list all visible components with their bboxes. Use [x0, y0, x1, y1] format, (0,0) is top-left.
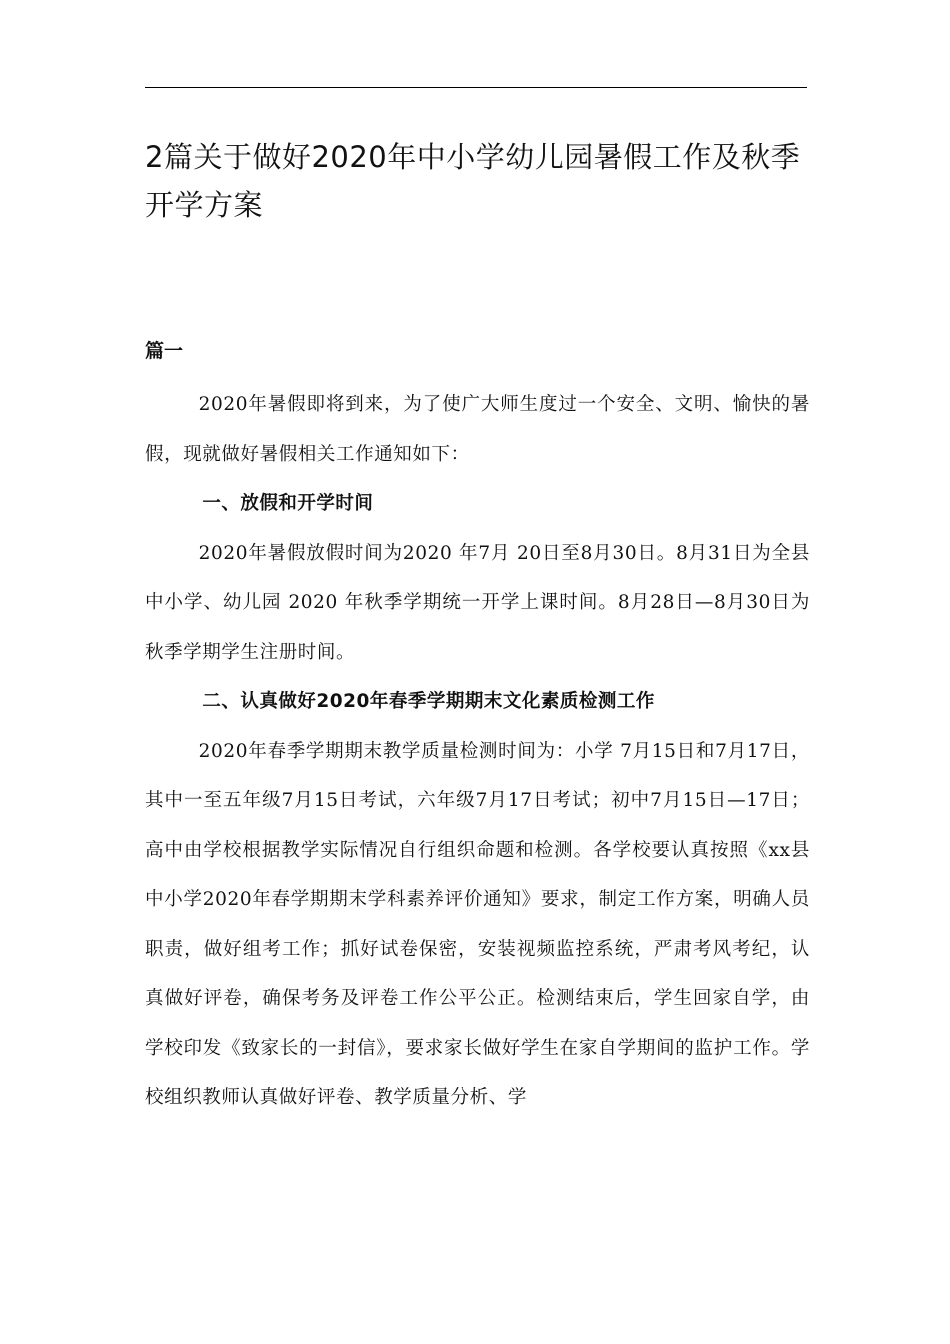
- vacation-dates-paragraph: 2020年暑假放假时间为2020 年7月 20日至8月30日。8月31日为全县中小学、幼儿园 2020 年秋季学期统一开学上课时间。8月28日—8月30日为秋季学期学生注册时间。: [145, 542, 810, 663]
- header-rule: [145, 87, 807, 88]
- document-body: [145, 380, 810, 1123]
- section-heading-final-exams: 二、认真做好2020年春季学期期末文化素质检测工作: [202, 691, 655, 712]
- document-title: 2篇关于做好2020年中小学幼儿园暑假工作及秋季开学方案: [145, 140, 801, 222]
- final-exams-paragraph: 2020年春季学期期末教学质量检测时间为：小学 7月15日和7月17日， 其中一至五年级7月15日考试，六年级7月17日考试；初中7月15日—17日；高中由学校根据教学实际情况自行组织命题和检测。各学校要认真按照《xx县中小学2020年春学期期末学科素养评价通知》要求，制定工作方案，明确人员职责，做好组考工作；抓好试卷保密，安装视频监控系统，严肃考风考纪，认真做好评卷，确保考务及评卷工作公平公正。检测结束后，学生回家自学，由学校印发《致家长的一封信》，要求家长做好学生在家自学期间的监护工作。学校组织教师认真做好评卷、教学质量分析、学: [145, 740, 810, 1108]
- intro-paragraph: 2020年暑假即将到来，为了使广大师生度过一个安全、文明、愉快的暑假，现就做好暑假相关工作通知如下：: [145, 394, 810, 465]
- section-label: 篇一: [145, 340, 184, 362]
- section-heading-vacation-dates: 一、放假和开学时间: [202, 493, 374, 514]
